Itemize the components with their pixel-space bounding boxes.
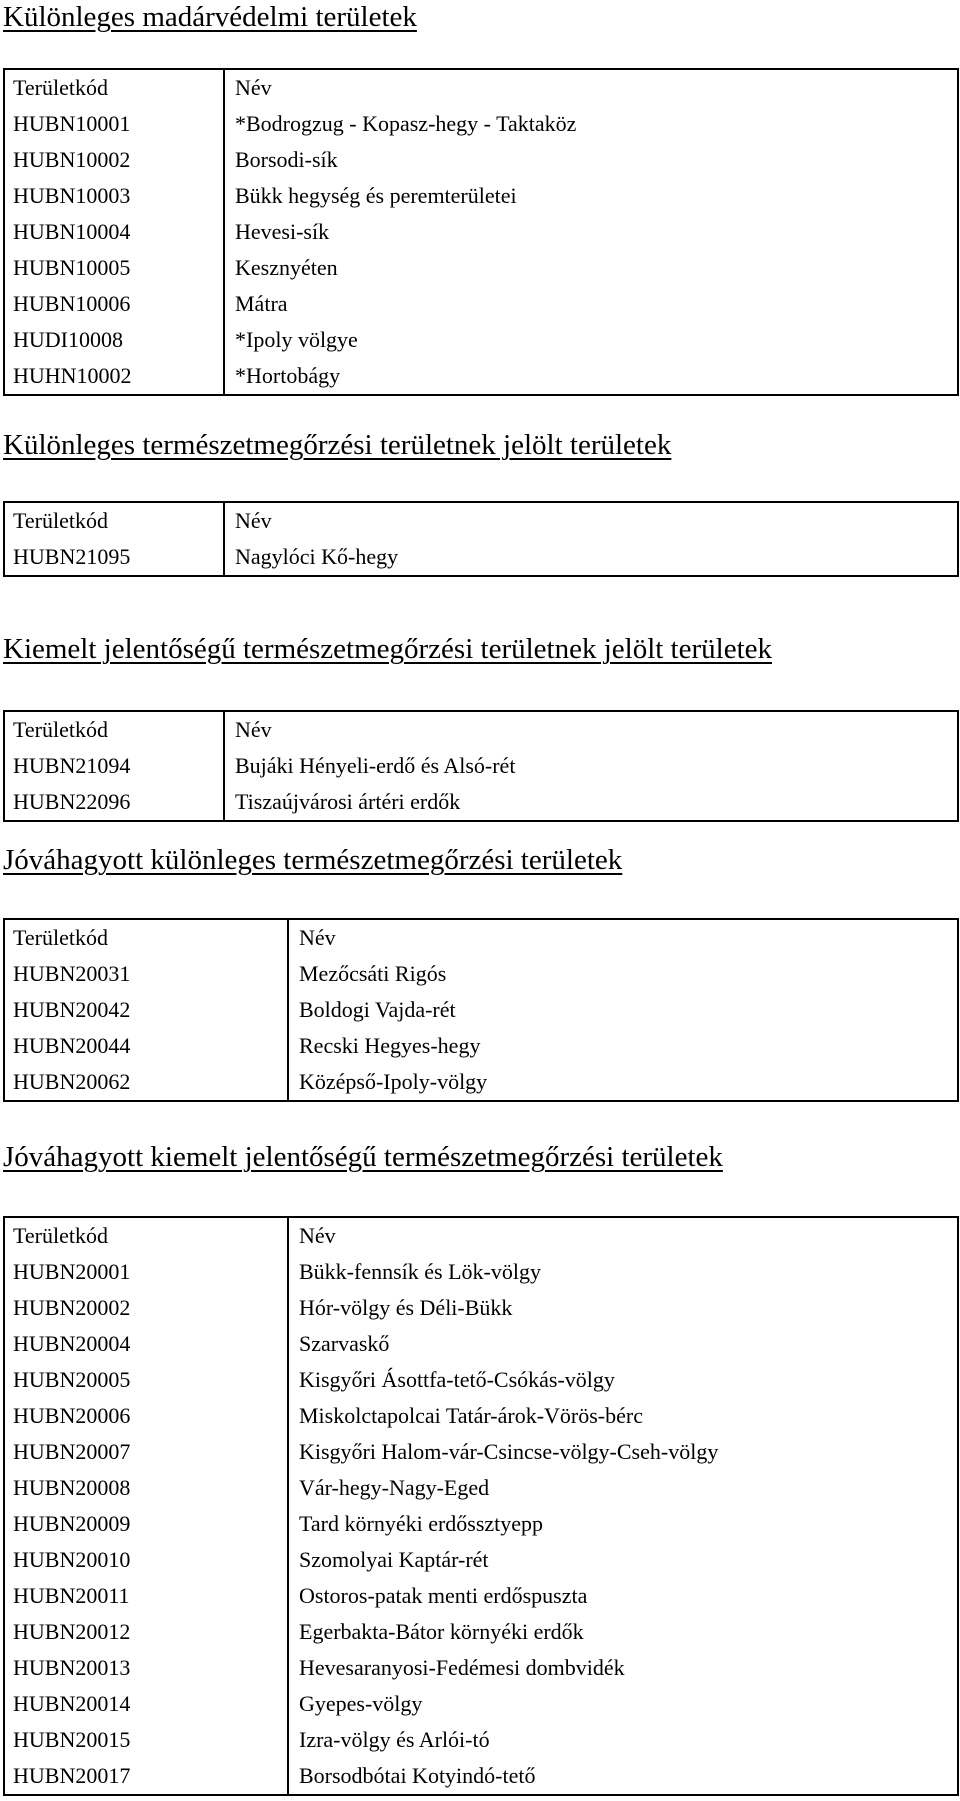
table-row: [4, 956, 958, 992]
table-row: [4, 1434, 958, 1470]
cell-name: Bujáki Hényeli-erdő és Alsó-rét: [224, 748, 958, 784]
cell-name: *Bodrogzug - Kopasz-hegy - Taktaköz: [224, 106, 958, 142]
cell-name: Mezőcsáti Rigós: [288, 956, 958, 992]
cell-name: Borsodi-sík: [224, 142, 958, 178]
table-row: [4, 358, 958, 395]
cell-code: HUBN20010: [4, 1542, 288, 1578]
table-row: [4, 1650, 958, 1686]
cell-name: Hevesi-sík: [224, 214, 958, 250]
cell-name: Bükk hegység és peremterületei: [224, 178, 958, 214]
section-title: Jóváhagyott különleges természetmegőrzési területek: [3, 844, 623, 876]
cell-code: HUBN10006: [4, 286, 224, 322]
header-name: Név: [224, 69, 958, 106]
header-code: Területkód: [4, 919, 288, 956]
cell-name: Boldogi Vajda-rét: [288, 992, 958, 1028]
table-row: [4, 1722, 958, 1758]
cell-name: Mátra: [224, 286, 958, 322]
table-row: [4, 1758, 958, 1795]
cell-code: HUBN10004: [4, 214, 224, 250]
cell-code: HUBN22096: [4, 784, 224, 821]
cell-code: HUBN20062: [4, 1064, 288, 1101]
cell-name: Miskolctapolcai Tatár-árok-Vörös-bérc: [288, 1398, 958, 1434]
table-row: [4, 1578, 958, 1614]
table-row: [4, 178, 958, 214]
table-row: [4, 250, 958, 286]
cell-name: Kesznyéten: [224, 250, 958, 286]
cell-code: HUBN20006: [4, 1398, 288, 1434]
area-table: [3, 501, 959, 577]
cell-code: HUBN20014: [4, 1686, 288, 1722]
header-code: Területkód: [4, 711, 224, 748]
cell-code: HUBN20009: [4, 1506, 288, 1542]
cell-name: *Ipoly völgye: [224, 322, 958, 358]
table-row: [4, 214, 958, 250]
cell-name: Bükk-fennsík és Lök-völgy: [288, 1254, 958, 1290]
cell-code: HUBN20031: [4, 956, 288, 992]
table-header-row: [4, 711, 958, 748]
cell-code: HUBN20007: [4, 1434, 288, 1470]
table-row: [4, 1470, 958, 1506]
cell-name: Szarvaskő: [288, 1326, 958, 1362]
table-header-row: [4, 1217, 958, 1254]
area-table: [3, 1216, 959, 1796]
cell-code: HUBN20015: [4, 1722, 288, 1758]
cell-code: HUBN10003: [4, 178, 224, 214]
table-row: [4, 784, 958, 821]
cell-code: HUBN20017: [4, 1758, 288, 1795]
table-row: [4, 539, 958, 576]
cell-name: Tiszaújvárosi ártéri erdők: [224, 784, 958, 821]
cell-code: HUBN20042: [4, 992, 288, 1028]
cell-code: HUBN20013: [4, 1650, 288, 1686]
table-row: [4, 106, 958, 142]
table-row: [4, 1506, 958, 1542]
header-code: Területkód: [4, 69, 224, 106]
table-row: [4, 1326, 958, 1362]
cell-name: Középső-Ipoly-völgy: [288, 1064, 958, 1101]
table-row: [4, 748, 958, 784]
section-title: Különleges madárvédelmi területek: [3, 1, 417, 33]
cell-code: HUBN20004: [4, 1326, 288, 1362]
header-code: Területkód: [4, 1217, 288, 1254]
cell-code: HUBN10005: [4, 250, 224, 286]
cell-code: HUBN20005: [4, 1362, 288, 1398]
cell-name: Hevesaranyosi-Fedémesi dombvidék: [288, 1650, 958, 1686]
cell-name: Kisgyőri Halom-vár-Csincse-völgy-Cseh-völgy: [288, 1434, 958, 1470]
table-header-row: [4, 919, 958, 956]
cell-code: HUBN10001: [4, 106, 224, 142]
table-row: [4, 992, 958, 1028]
area-table: [3, 68, 959, 396]
section-title: Különleges természetmegőrzési területnek jelölt területek: [3, 429, 672, 461]
cell-code: HUBN20001: [4, 1254, 288, 1290]
cell-code: HUBN20044: [4, 1028, 288, 1064]
cell-name: Szomolyai Kaptár-rét: [288, 1542, 958, 1578]
cell-name: Recski Hegyes-hegy: [288, 1028, 958, 1064]
table-row: [4, 286, 958, 322]
area-table: [3, 710, 959, 822]
cell-name: Izra-völgy és Arlói-tó: [288, 1722, 958, 1758]
table-row: [4, 1398, 958, 1434]
table-row: [4, 1028, 958, 1064]
cell-name: Nagylóci Kő-hegy: [224, 539, 958, 576]
table-row: [4, 1686, 958, 1722]
cell-name: Egerbakta-Bátor környéki erdők: [288, 1614, 958, 1650]
cell-name: Borsodbótai Kotyindó-tető: [288, 1758, 958, 1795]
cell-name: Hór-völgy és Déli-Bükk: [288, 1290, 958, 1326]
table-row: [4, 1542, 958, 1578]
table-row: [4, 1064, 958, 1101]
cell-code: HUBN20012: [4, 1614, 288, 1650]
header-name: Név: [224, 711, 958, 748]
table-row: [4, 142, 958, 178]
cell-name: Ostoros-patak menti erdőspuszta: [288, 1578, 958, 1614]
table-row: [4, 1614, 958, 1650]
cell-name: Tard környéki erdőssztyepp: [288, 1506, 958, 1542]
cell-name: *Hortobágy: [224, 358, 958, 395]
table-row: [4, 322, 958, 358]
cell-name: Kisgyőri Ásottfa-tető-Csókás-völgy: [288, 1362, 958, 1398]
cell-code: HUBN21095: [4, 539, 224, 576]
area-table: [3, 918, 959, 1102]
cell-code: HUBN20008: [4, 1470, 288, 1506]
table-row: [4, 1254, 958, 1290]
header-code: Területkód: [4, 502, 224, 539]
cell-name: Gyepes-völgy: [288, 1686, 958, 1722]
header-name: Név: [288, 1217, 958, 1254]
cell-code: HUBN21094: [4, 748, 224, 784]
cell-name: Vár-hegy-Nagy-Eged: [288, 1470, 958, 1506]
cell-code: HUBN20002: [4, 1290, 288, 1326]
table-header-row: [4, 502, 958, 539]
header-name: Név: [224, 502, 958, 539]
header-name: Név: [288, 919, 958, 956]
cell-code: HUHN10002: [4, 358, 224, 395]
cell-code: HUBN20011: [4, 1578, 288, 1614]
section-title: Kiemelt jelentőségű természetmegőrzési területnek jelölt területek: [3, 633, 772, 665]
cell-code: HUDI10008: [4, 322, 224, 358]
table-row: [4, 1362, 958, 1398]
table-row: [4, 1290, 958, 1326]
section-title: Jóváhagyott kiemelt jelentőségű természetmegőrzési területek: [3, 1141, 723, 1173]
table-header-row: [4, 69, 958, 106]
cell-code: HUBN10002: [4, 142, 224, 178]
